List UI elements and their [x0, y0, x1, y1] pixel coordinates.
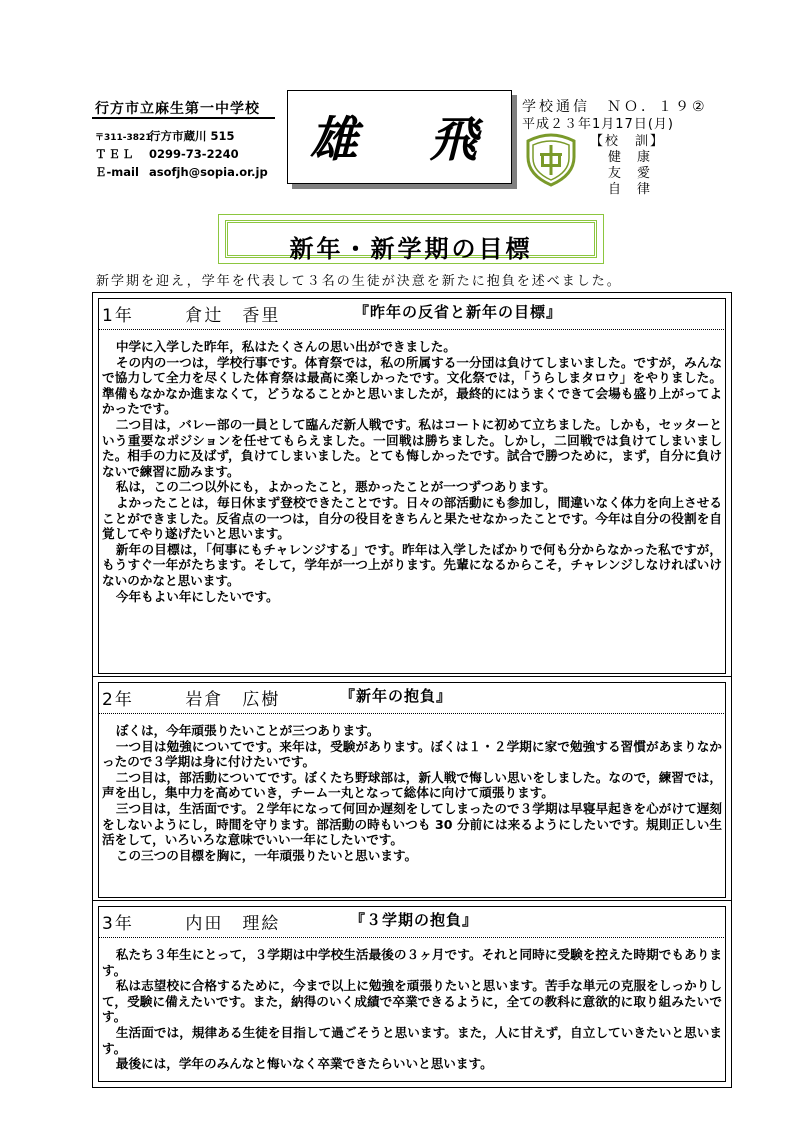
paragraph: 一つ目は勉強についてです。来年は，受験があります。ぼくは１・２学期に家で勉強する習慣があまりなかったので３学期は身に付けたいです。 — [102, 738, 722, 770]
headline-title: 新年・新学期の目標 — [289, 235, 533, 263]
newsletter-title: 雄 飛 — [309, 112, 490, 168]
issue-date: 平成２３年1月17日(月) — [522, 117, 674, 132]
school-emblem-icon — [522, 131, 580, 189]
header-divider — [92, 117, 275, 119]
paragraph: よかったことは，毎日休まず登校できたことです。日々の部活動にも参加し，間違いなく体力を向上させることができました。反省点の一つは，自分の役目をきちんと果たせなかったことです。今年は自分の役割を自覚してやり遂げたいと思います。 — [102, 494, 722, 542]
paragraph: 三つ目は，生活面です。２学年になって何回か遅刻をしてしまったので３学期は早寝早起きを心がけて遅刻をしないようにし，時間を守ります。部活動の時もいつも 30 分前には来るようにしたいです。規則正しい生活をして，いろいろな意味でいい一年にしたいです。 — [102, 800, 722, 848]
email-line — [95, 164, 268, 180]
email-address: asofjh@sopia.or.jp — [149, 165, 268, 179]
intro-text: 新学期を迎え，学年を代表して３名の生徒が決意を新たに抱負を述べました。 — [96, 274, 622, 289]
essay-body — [102, 723, 722, 863]
school-name: 行方市立麻生第一中学校 — [95, 101, 260, 117]
address-line — [95, 128, 235, 144]
paragraph: ぼくは，今年頑張りたいことが三つあります。 — [115, 723, 380, 738]
paragraph: 今年もよい年にしたいです。 — [115, 588, 279, 604]
motto-health: 健康 — [608, 150, 667, 165]
essay-body — [102, 339, 722, 604]
essay-header — [102, 301, 722, 329]
headline-banner — [218, 214, 604, 264]
paragraph: 中学に入学した昨年，私はたくさんの思い出ができました。 — [115, 339, 456, 354]
motto-friendship: 友愛 — [608, 166, 667, 181]
essay-box-grade3 — [92, 900, 732, 1088]
essay-box-grade2 — [92, 676, 732, 904]
essay-author: 倉辻 香里 — [185, 306, 281, 326]
paragraph: 生活面では，規律ある生徒を目指して過ごそうと思います。また，人に甘えず，自立していきたいと思います。 — [102, 1024, 722, 1056]
paragraph: その内の一つは，学校行事です。体育祭では，私の所属する一分団は負けてしまいました。ですが，みんなで協力して全力を尽くした体育祭は最高に楽しかったです。文化祭では，「うらしまタロウ」をやりました。準備もなかなか進まなくて，どうなることかと思いましたが，最終的にはうまくできて会場も盛り上がってよかったです。 — [102, 354, 722, 417]
essay-box-grade1 — [92, 292, 732, 680]
essay-theme: 『昨年の反省と新年の目標』 — [354, 303, 563, 321]
paragraph: 私は志望校に合格するために，今まで以上に勉強を頑張りたいと思います。苦手な単元の克服をしっかりして，受験に備えたいです。また，納得のいく成績で卒業できるように，全ての教科に意欲的に取り組みたいです。 — [102, 978, 722, 1025]
essay-header — [102, 685, 722, 713]
tel-number: 0299-73-2240 — [149, 147, 239, 161]
address: 行方市蔵川 515 — [149, 129, 235, 143]
paragraph: 最後には，学年のみんなと悔いなく卒業できたらいいと思います。 — [115, 1056, 493, 1072]
motto-self-discipline: 自律 — [608, 182, 667, 197]
paragraph: 二つ目は，バレー部の一員として臨んだ新人戦です。私はコートに初めて立ちました。しかも，セッターという重要なポジションを任せてもらえました。一回戦は勝ちました。しかし，二回戦では負けてしまいました。相手の力に及ばず，負けてしまいました。とても悔しかったです。試合で勝つために，まず，自分に負けないで練習に励みます。 — [102, 416, 722, 479]
issue-number: 学校通信 ＮＯ．１９② — [522, 99, 708, 115]
paragraph: 私は，この二つ以外にも，よかったこと，悪かったことが一つずつあります。 — [115, 479, 556, 495]
essay-header-divider — [98, 329, 726, 330]
essay-theme: 『３学期の抱負』 — [350, 911, 479, 929]
essay-body — [102, 947, 722, 1072]
paragraph: 二つ目は，部活動についてです。ぼくたち野球部は，新人戦で悔しい思いをしました。なので，練習では，声を出し，集中力を高めていき，チーム一丸となって総体に向けて頑張ります。 — [102, 769, 722, 801]
essay-author: 岩倉 広樹 — [185, 690, 281, 710]
paragraph: この三つの目標を胸に，一年頑張りたいと思います。 — [115, 847, 418, 863]
essay-header-divider — [98, 937, 726, 938]
paragraph: 私たち３年生にとって，３学期は中学校生活最後の３ヶ月です。それと同時に受験を控えた時期でもあります。 — [102, 947, 722, 978]
essay-header — [102, 909, 722, 937]
motto-label: 【校 訓】 — [590, 134, 666, 149]
tel-line — [95, 146, 239, 162]
essay-grade: 3年 — [102, 914, 134, 934]
newsletter-title-box — [287, 90, 512, 184]
essay-theme: 『新年の抱負』 — [340, 687, 453, 705]
essay-grade: 2年 — [102, 690, 134, 710]
postal-code: 〒311-3821 — [95, 133, 152, 143]
essay-header-divider — [98, 713, 726, 714]
essay-author: 内田 理絵 — [185, 914, 281, 934]
headline-banner-frame — [225, 220, 597, 263]
email-label: Ｅ-mail — [95, 165, 139, 179]
tel-label: ＴＥＬ — [95, 147, 136, 161]
essay-grade: 1年 — [102, 306, 134, 326]
paragraph: 新年の目標は，「何事にもチャレンジする」です。昨年は入学したばかりで何も分からなかった私ですが，もうすぐ一年がたちます。そして，学年が一つ上がります。先輩になるからこそ，チャレンジしなければいけないのかなと思います。 — [102, 541, 722, 588]
